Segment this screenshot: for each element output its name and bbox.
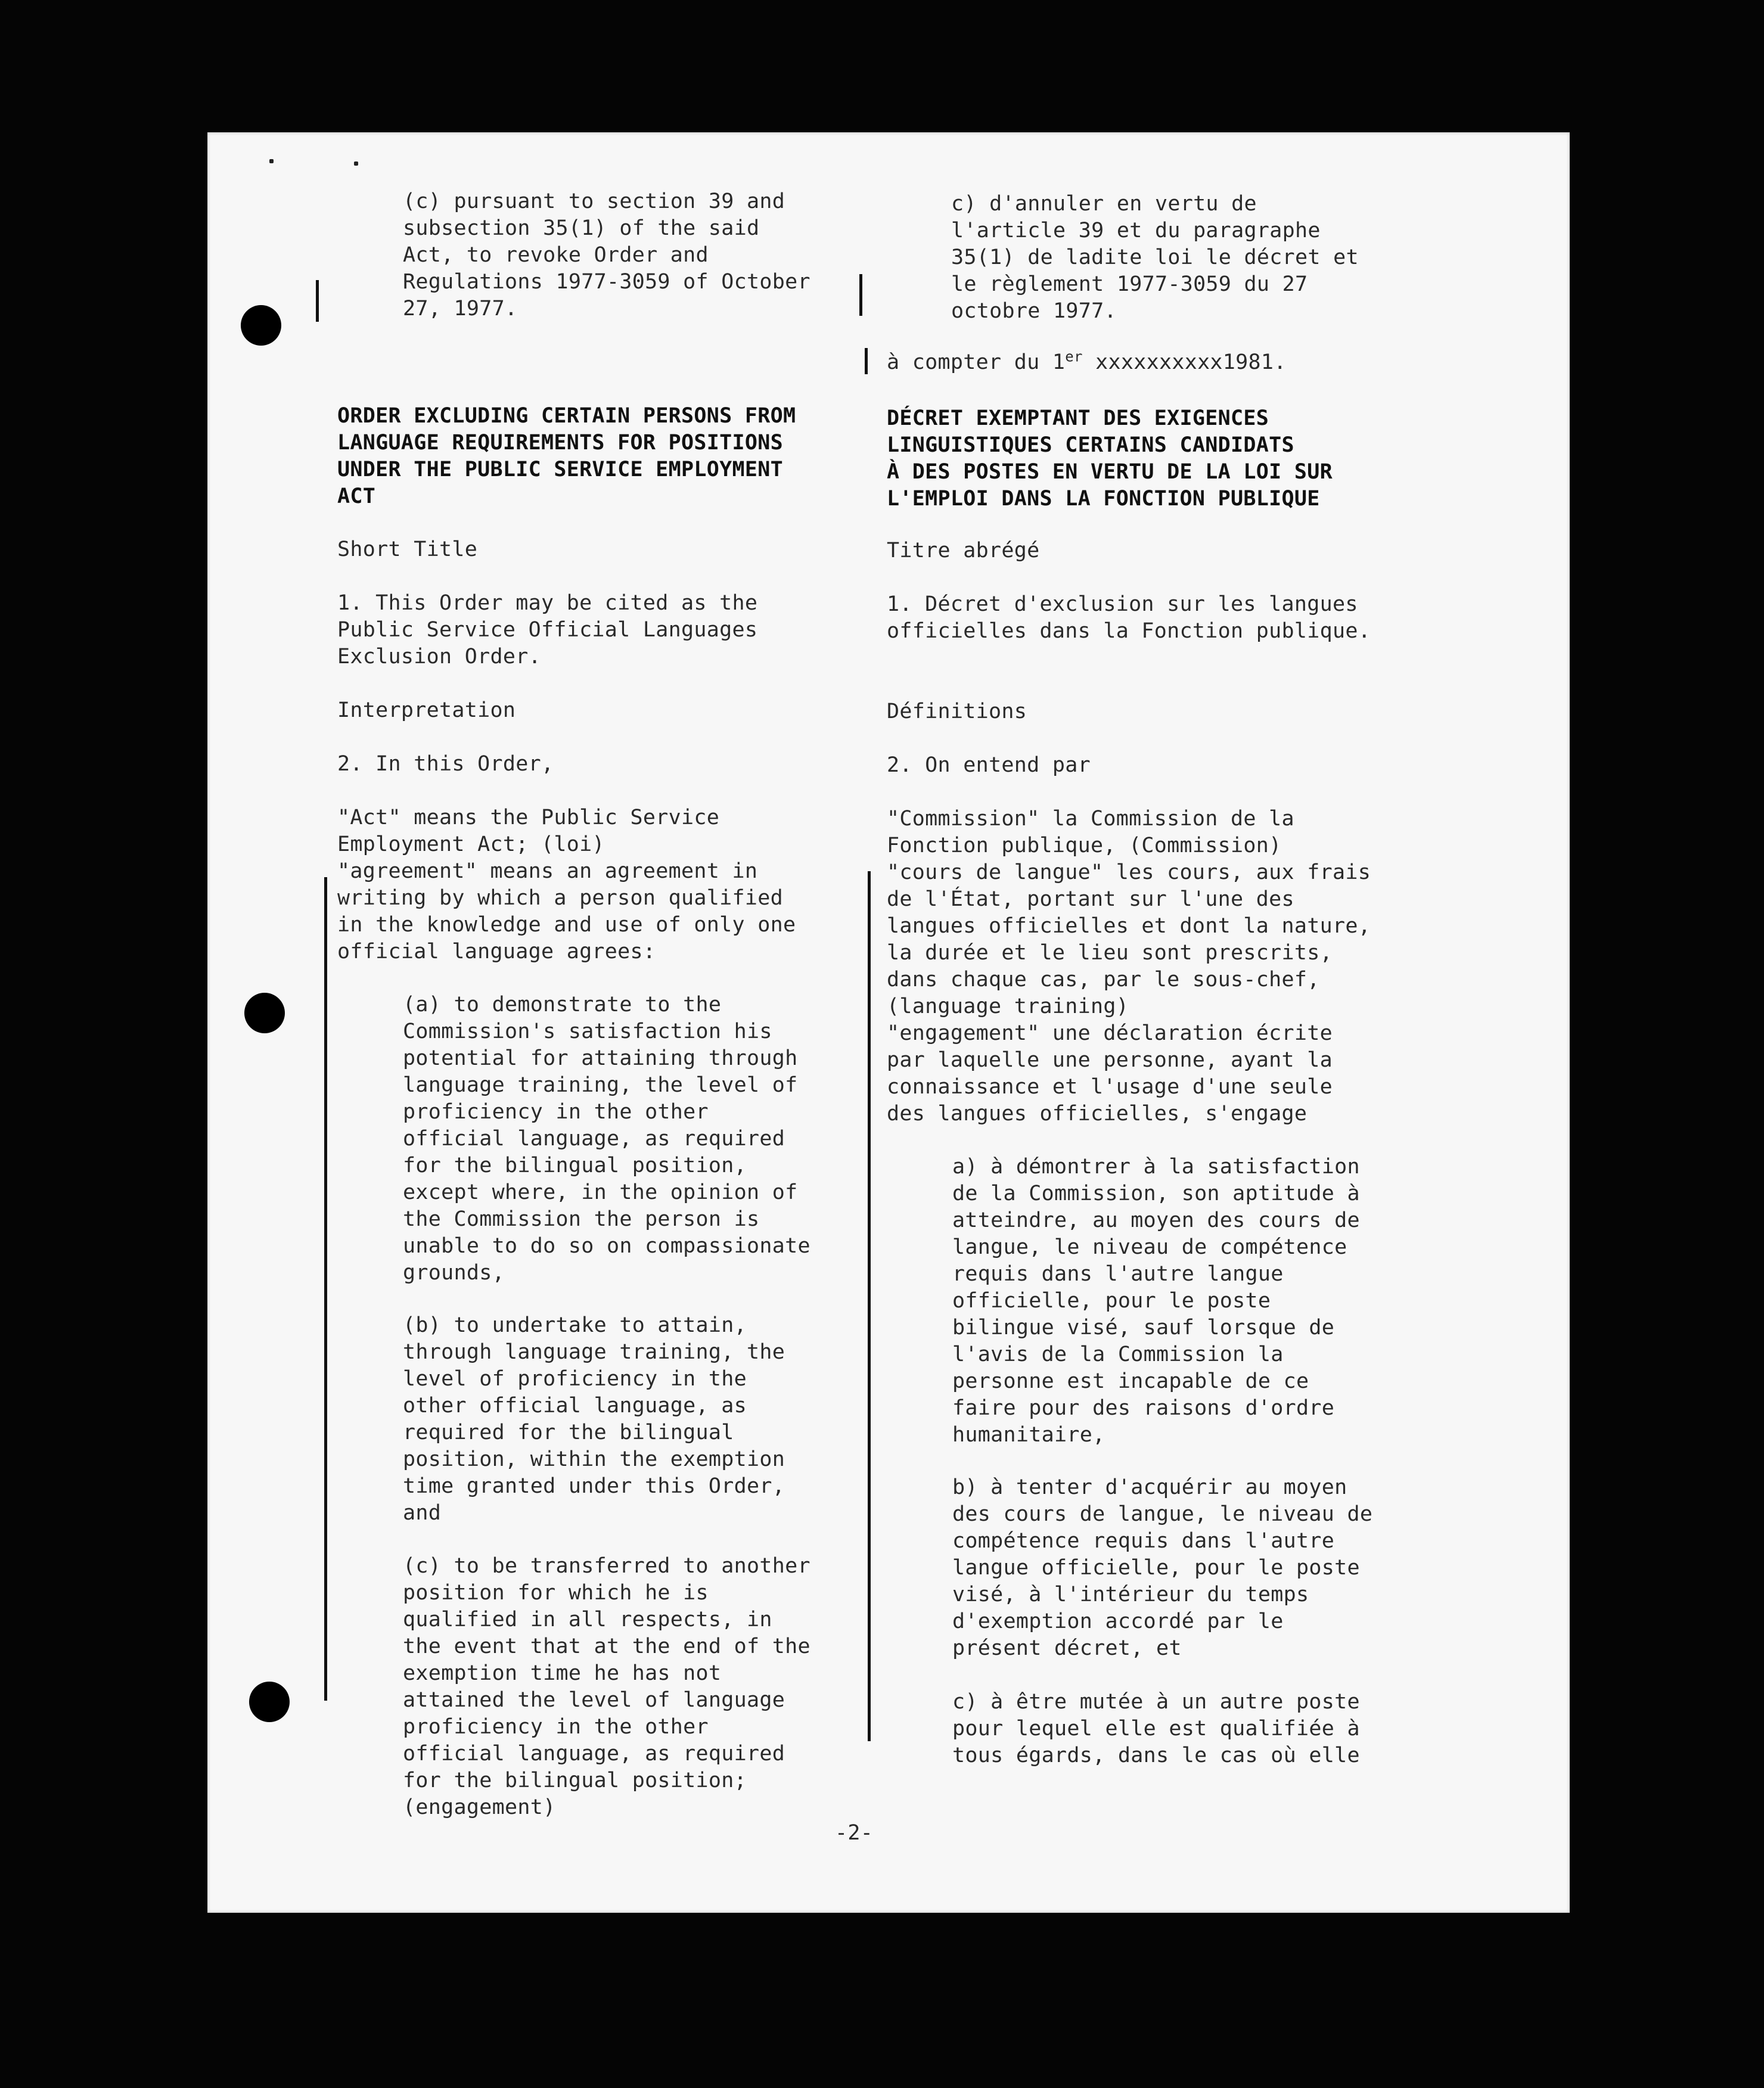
binder-hole xyxy=(241,305,281,346)
text-line: official language agrees: xyxy=(337,940,656,964)
text-line: official language, as required xyxy=(403,1127,785,1151)
text-line: personne est incapable de ce xyxy=(952,1369,1309,1393)
text-line: ORDER EXCLUDING CERTAIN PERSONS FROM xyxy=(337,404,796,428)
right-item-c xyxy=(952,1689,1360,1769)
right-short-title-heading: Titre abrégé xyxy=(887,539,1040,563)
revision-bar xyxy=(316,280,319,322)
text-line: des cours de langue, le niveau de xyxy=(952,1502,1373,1526)
text-line: (c) pursuant to section 39 and xyxy=(403,189,785,213)
date-superscript: er xyxy=(1065,348,1083,365)
right-definition-cours xyxy=(887,859,1371,1020)
left-definition-act xyxy=(337,804,719,858)
text-line: 1. This Order may be cited as the xyxy=(337,591,758,615)
text-line: faire pour des raisons d'ordre xyxy=(952,1396,1335,1420)
left-section-2: 2. In this Order, xyxy=(337,752,554,776)
text-line: langue, le niveau de compétence xyxy=(952,1235,1347,1259)
text-line: langue officielle, pour le poste xyxy=(952,1556,1360,1580)
text-line: 35(1) de ladite loi le décret et xyxy=(951,246,1359,269)
text-line: subsection 35(1) of the said xyxy=(403,216,760,240)
revision-bar xyxy=(324,877,327,1701)
text-line: DÉCRET EXEMPTANT DES EXIGENCES xyxy=(887,406,1269,430)
revision-bar xyxy=(868,871,871,1741)
text-line: required for the bilingual xyxy=(403,1421,734,1444)
text-line: "engagement" une déclaration écrite xyxy=(887,1021,1333,1045)
text-line: dans chaque cas, par le sous-chef, xyxy=(887,968,1320,992)
speck-mark xyxy=(354,161,358,166)
text-line: and xyxy=(403,1501,442,1525)
right-clause-c-intro xyxy=(951,191,1359,325)
text-line: présent décret, et xyxy=(952,1636,1182,1660)
document-page xyxy=(207,132,1570,1913)
text-line: Public Service Official Languages xyxy=(337,618,758,642)
text-line: l'avis de la Commission la xyxy=(952,1343,1284,1366)
text-line: officielles dans la Fonction publique. xyxy=(887,619,1371,643)
text-line: tous égards, dans le cas où elle xyxy=(952,1744,1360,1767)
text-line: des langues officielles, s'engage xyxy=(887,1102,1308,1126)
text-line: À DES POSTES EN VERTU DE LA LOI SUR xyxy=(887,460,1333,484)
text-line: visé, à l'intérieur du temps xyxy=(952,1583,1309,1607)
text-line: exemption time he has not xyxy=(403,1661,722,1685)
text-line: 1. Décret d'exclusion sur les langues xyxy=(887,592,1358,616)
text-line: "Commission" la Commission de la xyxy=(887,807,1294,831)
text-line: unable to do so on compassionate xyxy=(403,1234,810,1258)
text-line: official language, as required xyxy=(403,1742,785,1766)
binder-hole xyxy=(249,1682,290,1722)
text-line: except where, in the opinion of xyxy=(403,1180,798,1204)
text-line: (engagement) xyxy=(403,1795,556,1819)
right-definition-commission xyxy=(887,806,1294,859)
text-line: bilingue visé, sauf lorsque de xyxy=(952,1316,1335,1340)
text-line: 27, 1977. xyxy=(403,297,518,321)
text-line: a) à démontrer à la satisfaction xyxy=(952,1155,1360,1179)
text-line: "Act" means the Public Service xyxy=(337,806,720,829)
text-line: ACT xyxy=(337,484,376,508)
left-item-a xyxy=(403,992,810,1287)
text-line: through language training, the xyxy=(403,1340,785,1364)
text-line: c) d'annuler en vertu de xyxy=(951,192,1257,216)
text-line: officielle, pour le poste xyxy=(952,1289,1271,1313)
text-line: "agreement" means an agreement in xyxy=(337,859,758,883)
text-line: octobre 1977. xyxy=(951,299,1117,323)
text-line: connaissance et l'usage d'une seule xyxy=(887,1075,1333,1099)
text-line: time granted under this Order, xyxy=(403,1474,785,1498)
text-line: potential for attaining through xyxy=(403,1046,798,1070)
left-clause-c-intro xyxy=(403,188,810,322)
text-line: UNDER THE PUBLIC SERVICE EMPLOYMENT xyxy=(337,458,784,481)
text-line: la durée et le lieu sont prescrits, xyxy=(887,941,1333,965)
text-line: requis dans l'autre langue xyxy=(952,1262,1284,1286)
text-line: Regulations 1977-3059 of October xyxy=(403,270,810,294)
text-line: attained the level of language xyxy=(403,1688,785,1712)
right-definitions-heading: Définitions xyxy=(887,700,1027,723)
left-order-title xyxy=(337,403,796,510)
text-line: (language training) xyxy=(887,995,1129,1018)
text-line: for the bilingual position, xyxy=(403,1154,747,1177)
text-line: LINGUISTIQUES CERTAINS CANDIDATS xyxy=(887,433,1294,457)
text-line: proficiency in the other xyxy=(403,1100,709,1124)
text-line: le règlement 1977-3059 du 27 xyxy=(951,272,1308,296)
text-line: pour lequel elle est qualifiée à xyxy=(952,1717,1360,1741)
right-decret-title xyxy=(887,405,1333,512)
text-line: proficiency in the other xyxy=(403,1715,709,1739)
date-prefix: à compter du 1 xyxy=(887,350,1066,374)
text-line: Commission's satisfaction his xyxy=(403,1020,772,1043)
text-line: b) à tenter d'acquérir au moyen xyxy=(952,1475,1347,1499)
text-line: (a) to demonstrate to the xyxy=(403,993,722,1017)
text-line: (b) to undertake to attain, xyxy=(403,1313,747,1337)
page-number: -2- xyxy=(835,1821,874,1845)
text-line: position, within the exemption xyxy=(403,1447,785,1471)
text-line: de la Commission, son aptitude à xyxy=(952,1182,1360,1205)
text-line: position for which he is xyxy=(403,1581,709,1605)
left-section-1 xyxy=(337,590,757,670)
text-line: the event that at the end of the xyxy=(403,1635,810,1658)
left-item-b xyxy=(403,1312,785,1527)
right-item-b xyxy=(952,1474,1372,1662)
date-suffix: xxxxxxxxxx1981. xyxy=(1082,350,1287,374)
text-line: Act, to revoke Order and xyxy=(403,243,709,267)
right-section-1 xyxy=(887,591,1371,645)
text-line: the Commission the person is xyxy=(403,1207,760,1231)
text-line: d'exemption accordé par le xyxy=(952,1610,1284,1633)
text-line: Fonction publique, (Commission) xyxy=(887,834,1282,857)
text-line: Exclusion Order. xyxy=(337,645,541,669)
text-line: langues officielles et dont la nature, xyxy=(887,914,1371,938)
text-line: humanitaire, xyxy=(952,1423,1105,1447)
text-line: qualified in all respects, in xyxy=(403,1608,772,1632)
text-line: de l'État, portant sur l'une des xyxy=(887,887,1294,911)
right-date-line xyxy=(887,349,1287,376)
text-line: (c) to be transferred to another xyxy=(403,1554,810,1578)
left-item-c xyxy=(403,1553,810,1821)
right-section-2: 2. On entend par xyxy=(887,753,1091,777)
text-line: in the knowledge and use of only one xyxy=(337,913,796,937)
left-short-title-heading: Short Title xyxy=(337,537,478,561)
text-line: language training, the level of xyxy=(403,1073,798,1097)
revision-bar xyxy=(865,348,868,374)
text-line: grounds, xyxy=(403,1261,505,1285)
text-line: LANGUAGE REQUIREMENTS FOR POSITIONS xyxy=(337,431,784,455)
text-line: c) à être mutée à un autre poste xyxy=(952,1690,1360,1714)
text-line: L'EMPLOI DANS LA FONCTION PUBLIQUE xyxy=(887,487,1320,511)
text-line: atteindre, au moyen des cours de xyxy=(952,1208,1360,1232)
text-line: compétence requis dans l'autre xyxy=(952,1529,1335,1553)
text-line: l'article 39 et du paragraphe xyxy=(951,219,1321,243)
text-line: other official language, as xyxy=(403,1394,747,1418)
revision-bar xyxy=(859,274,862,316)
left-definition-agreement xyxy=(337,858,796,965)
text-line: Employment Act; (loi) xyxy=(337,832,605,856)
right-item-a xyxy=(952,1154,1360,1449)
binder-hole xyxy=(244,993,285,1033)
text-line: par laquelle une personne, ayant la xyxy=(887,1048,1333,1072)
text-line: writing by which a person qualified xyxy=(337,886,784,910)
left-interpretation-heading: Interpretation xyxy=(337,698,516,722)
speck-mark xyxy=(269,159,274,163)
right-definition-engagement xyxy=(887,1020,1333,1127)
text-line: for the bilingual position; xyxy=(403,1769,747,1792)
text-line: "cours de langue" les cours, aux frais xyxy=(887,860,1371,884)
text-line: level of proficiency in the xyxy=(403,1367,747,1391)
